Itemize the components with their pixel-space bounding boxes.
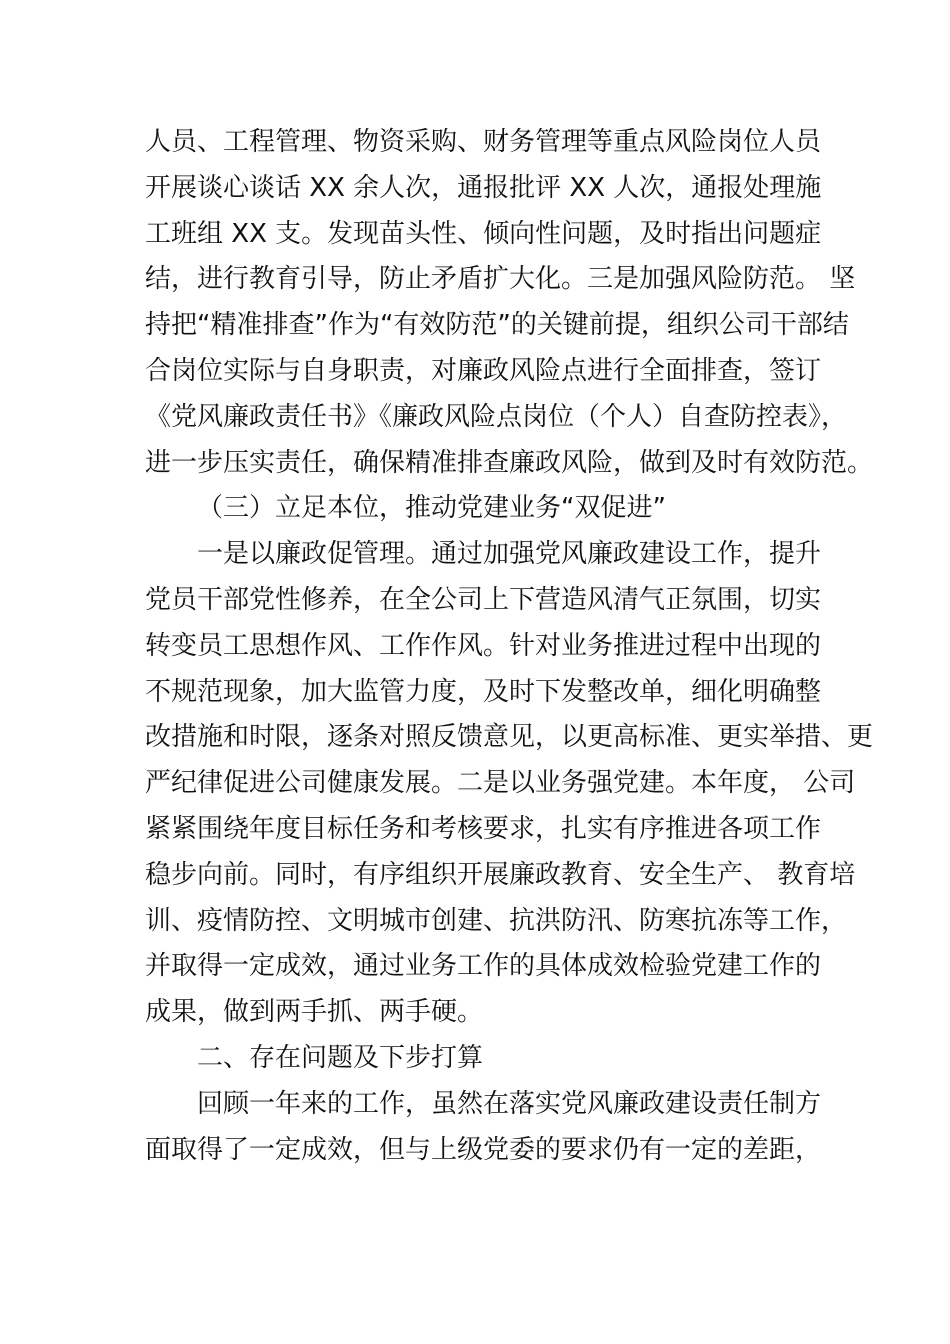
text-line: 开展谈心谈话 XX 余人次，通报批评 XX 人次，通报处理施	[145, 172, 822, 203]
text-line: 成果，做到两手抓、两手硬。	[145, 997, 484, 1028]
text-line: 工班组 XX 支。发现苗头性、倾向性问题，及时指出问题症	[145, 218, 822, 249]
text-line: 严纪律促进公司健康发展。二是以业务强党建。本年度， 公司	[145, 768, 856, 799]
text-line: 结，进行教育引导，防止矛盾扩大化。三是加强风险防范。 坚	[145, 264, 856, 295]
text-line: 持把“精准排查”作为“有效防范”的关键前提，组织公司干部结	[145, 310, 849, 341]
text-line: 改措施和时限，逐条对照反馈意见，以更高标准、更实举措、更	[145, 722, 874, 753]
paragraph-start-line: 回顾一年来的工作，虽然在落实党风廉政建设责任制方	[197, 1088, 822, 1119]
text-line: 稳步向前。同时，有序组织开展廉政教育、安全生产、 教育培	[145, 859, 856, 890]
text-line: 党员干部党性修养，在全公司上下营造风清气正氛围，切实	[145, 584, 822, 615]
text-line: 《党风廉政责任书》《廉政风险点岗位（个人）自查防控表》，	[145, 401, 848, 432]
text-line: 不规范现象，加大监管力度，及时下发整改单，细化明确整	[145, 676, 822, 707]
text-line: 合岗位实际与自身职责，对廉政风险点进行全面排查，签订	[145, 355, 822, 386]
body-text	[145, 120, 874, 1173]
section-heading: （三）立足本位，推动党建业务“双促进”	[197, 493, 666, 524]
text-line: 训、疫情防控、文明城市创建、抗洪防汛、防寒抗冻等工作，	[145, 905, 848, 936]
text-line: 转变员工思想作风、工作作风。针对业务推进过程中出现的	[145, 630, 822, 661]
paragraph-start-line: 一是以廉政促管理。通过加强党风廉政建设工作，提升	[197, 539, 822, 570]
text-line: 进一步压实责任，确保精准排查廉政风险，做到及时有效防范。	[145, 447, 874, 478]
text-line: 紧紧围绕年度目标任务和考核要求，扎实有序推进各项工作	[145, 813, 822, 844]
text-line: 人员、工程管理、物资采购、财务管理等重点风险岗位人员	[145, 127, 822, 157]
section-heading: 二、存在问题及下步打算	[197, 1042, 484, 1073]
text-line: 面取得了一定成效，但与上级党委的要求仍有一定的差距，	[145, 1134, 822, 1165]
text-line: 并取得一定成效，通过业务工作的具体成效检验党建工作的	[145, 951, 822, 982]
